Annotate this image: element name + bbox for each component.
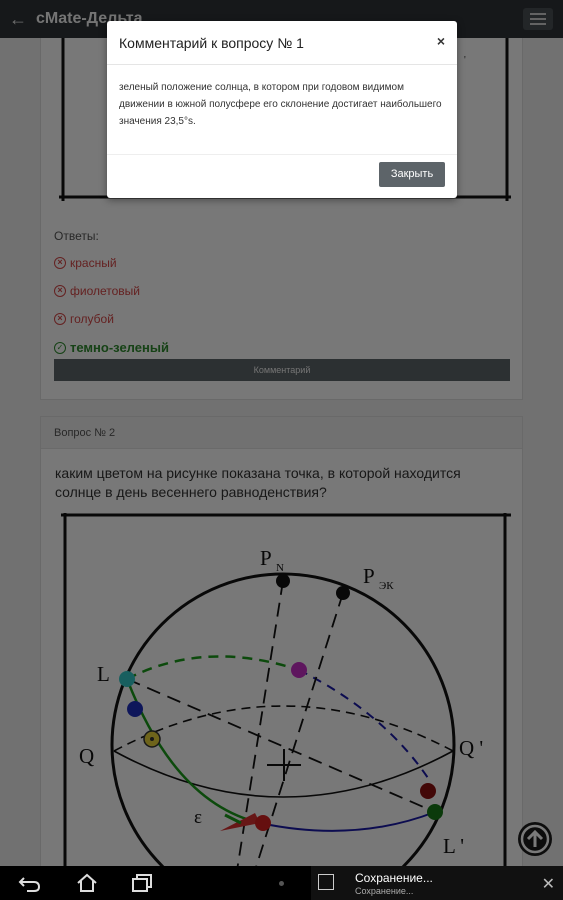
image-icon — [318, 874, 334, 890]
back-icon[interactable] — [18, 872, 42, 894]
comment-modal — [107, 21, 457, 198]
system-nav-bar — [0, 866, 563, 900]
close-icon[interactable]: ✕ — [541, 876, 555, 893]
modal-title: Комментарий к вопросу № 1 — [119, 35, 304, 51]
nav-indicator — [279, 881, 284, 886]
home-icon[interactable] — [75, 872, 99, 894]
notification-subtitle: Сохранение... — [355, 886, 414, 896]
close-button[interactable]: Закрыть — [379, 162, 445, 187]
modal-body: зеленый положение солнца, в котором при годовом видимом движении в южной полусфере его склонение достигает наибольшего значения 23,5°s. — [107, 65, 457, 155]
notification-title: Сохранение... — [355, 871, 433, 885]
notification-bar[interactable] — [311, 866, 563, 900]
modal-header — [107, 21, 457, 65]
recent-apps-icon[interactable] — [130, 872, 154, 894]
close-icon[interactable]: × — [436, 33, 445, 49]
